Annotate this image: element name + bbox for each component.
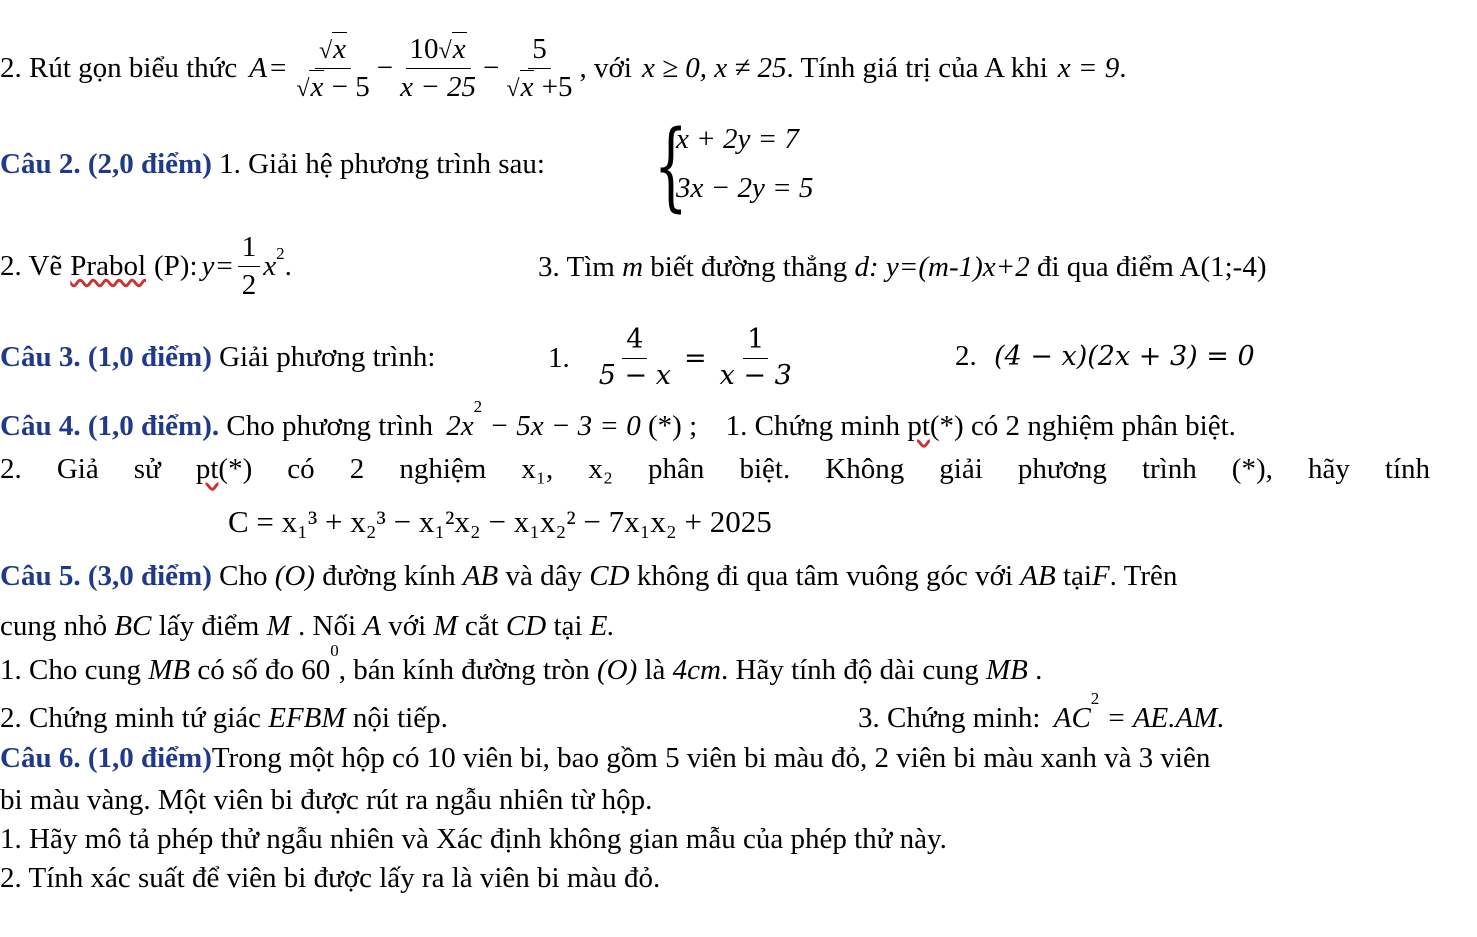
parabol-x: x xyxy=(263,249,277,282)
cau5-l2f: tại xyxy=(553,610,583,642)
cau5-l1d: không đi qua tâm vuông góc với xyxy=(636,560,1014,592)
cau4-line2a: 2. Giả sử xyxy=(0,453,161,485)
cau5-l4d: = AE.AM. xyxy=(1099,702,1225,734)
cau5-l3e: . Hãy tính độ dài cung xyxy=(721,654,979,686)
cau4-x1x2: x₁, x₂ xyxy=(521,453,613,485)
system-eq1: x + 2y = 7 xyxy=(676,123,799,155)
t1-num: x xyxy=(333,33,347,66)
cau3-eq2-expr: (4 − x)(2x + 3) = 0 xyxy=(994,341,1255,372)
q1-2-mid: , với xyxy=(579,51,632,84)
cau4-pt: pt xyxy=(907,410,930,442)
cau5-AB: AB xyxy=(462,560,499,592)
t2-num-coef: 10 xyxy=(409,33,439,66)
cau5-F: F xyxy=(1091,560,1110,592)
p3-m: m xyxy=(622,251,644,283)
parabol-line: 2. Vẽ Prabol (P): y = $\frac{1}{2}$ x $^2$ . xyxy=(0,231,292,301)
cau5-l1e: tại xyxy=(1062,560,1092,592)
q1-2-xval: x = 9 xyxy=(1057,51,1120,84)
cau2-line xyxy=(0,150,545,179)
cau5-MB: MB xyxy=(148,654,191,686)
fraction-term-1: $\frac{√x}{√x - 5}$ xyxy=(296,33,370,103)
parabol-eq: = xyxy=(216,249,233,282)
cau2-text: 1. Giải hệ phương trình sau: xyxy=(219,148,545,180)
cau4-line1 xyxy=(0,397,1236,442)
cau3-label: Câu 3. (1,0 điểm) xyxy=(0,341,212,373)
system-brace: { xyxy=(654,110,688,222)
cau6-l1: Trong một hộp có 10 viên bi, bao gồm 5 viên bi màu đỏ, 2 viên bi màu xanh và 3 viên xyxy=(211,742,1211,774)
cau4-text4: phân biệt. xyxy=(1121,410,1236,442)
cau5-l4a: 2. Chứng minh tứ giác xyxy=(0,702,261,734)
cau5-line4-right xyxy=(858,689,1225,734)
cau5-CD: CD xyxy=(589,560,630,592)
p2-text: 2. Vẽ xyxy=(0,249,63,282)
expr-eq: = xyxy=(269,51,287,84)
p3-d: d: xyxy=(854,251,879,283)
cau5-AC-sup: 2 xyxy=(1090,689,1100,709)
cau6-label: Câu 6. (1,0 điểm) xyxy=(0,742,212,774)
t1-den-tail: − 5 xyxy=(324,70,370,103)
parabol-half xyxy=(238,232,261,300)
half-den: 2 xyxy=(241,268,257,301)
cau3-text: Giải phương trình: xyxy=(219,341,436,373)
cau5-l1f: . Trên xyxy=(1109,560,1178,592)
line-d xyxy=(538,253,1267,282)
cau4-eq-sq: 2 xyxy=(473,397,483,417)
q1-2-line xyxy=(0,28,1126,108)
cau5-AC: AC xyxy=(1053,702,1091,734)
cau5-l4b: nội tiếp. xyxy=(352,702,448,734)
cau5-AB2: AB xyxy=(1020,560,1056,592)
cau3-line xyxy=(0,343,435,372)
cau5-l3f: . xyxy=(1035,654,1043,686)
cau5-l2e: cắt xyxy=(464,610,499,642)
cau5-O2: (O) xyxy=(596,654,638,686)
cau4-eq-b: − 5x − 3 = 0 xyxy=(482,410,641,442)
cau6-line4: 2. Tính xác suất để viên bi được lấy ra là viên bi màu đỏ. xyxy=(0,862,661,894)
cau6-line2: bi màu vàng. Một viên bi được rút ra ngẫu nhiên từ hộp. xyxy=(0,784,653,816)
t2-den: x − 25 xyxy=(400,70,477,103)
cau5-l2b: lấy điểm xyxy=(158,610,260,642)
cau5-EFBM: EFBM xyxy=(268,702,346,734)
cau5-MB2: MB xyxy=(985,654,1028,686)
parabol-y: y xyxy=(201,249,215,282)
cau2-label: Câu 2. (2,0 điểm) xyxy=(0,148,212,180)
cau5-BC: BC xyxy=(114,610,152,642)
q1-2-end: . xyxy=(1119,51,1127,84)
cau5-line3 xyxy=(0,641,1043,686)
cau4-text1: Cho phương trình xyxy=(226,410,434,442)
cau3-n1: 1. xyxy=(548,341,570,374)
cau5-l1a: Cho xyxy=(219,560,268,592)
cau5-l1b: đường kính xyxy=(322,560,456,592)
p3c-text: đi qua điểm A(1;-4) xyxy=(1036,251,1267,283)
parabol-dot: . xyxy=(284,249,292,282)
cau5-l3d: là xyxy=(644,654,666,686)
cau5-r: 4cm xyxy=(672,654,721,686)
p3b-text: biết đường thẳng xyxy=(650,251,848,283)
fraction-term-3: $\frac{5}{√x +5}$ xyxy=(506,33,573,103)
cau6-line1 xyxy=(0,744,1210,773)
cau3-eq: = xyxy=(683,342,707,374)
cau4-line2b: (*) có 2 nghiệm xyxy=(218,453,487,485)
fraction-term-2: $\frac{10√x}{x - 25}$ xyxy=(396,34,480,102)
prabol-word: Prabol xyxy=(70,249,147,282)
p3-line: y=(m-1)x+2 xyxy=(885,251,1030,283)
f2-den: x − 3 xyxy=(719,359,792,391)
cau3-frac2 xyxy=(716,326,796,390)
p3-text: 3. Tìm xyxy=(538,251,615,283)
cau3-eq2 xyxy=(955,342,1255,371)
cau5-M: M xyxy=(266,610,291,642)
cau5-M2: M xyxy=(433,610,458,642)
cau5-line4 xyxy=(0,704,448,733)
cau4-text3: (*) có 2 xyxy=(929,410,1021,442)
cau5-l4c: 3. Chứng minh: xyxy=(858,702,1041,734)
f1-num: 4 xyxy=(622,326,647,358)
cau5-l3a: 1. Cho cung xyxy=(0,654,141,686)
cau5-l2a: cung nhỏ xyxy=(0,610,108,642)
cau4-text2: 1. Chứng minh xyxy=(725,410,901,442)
t3-num: 5 xyxy=(528,34,551,68)
cau5-deg: 60 xyxy=(301,654,331,686)
cau5-deg-sup: 0 xyxy=(330,641,339,661)
cau5-l2c: . Nối xyxy=(298,610,357,642)
cau4-line2 xyxy=(0,455,1430,484)
cau4-pt2: pt xyxy=(195,453,219,485)
cau4-nghiem: nghiệm xyxy=(1027,410,1115,442)
cau5-line2 xyxy=(0,612,615,641)
cau5-E: E. xyxy=(589,610,615,642)
minus-1: − xyxy=(376,51,394,84)
cau6-line3: 1. Hãy mô tả phép thử ngẫu nhiên và Xác định không gian mẫu của phép thử này. xyxy=(0,823,947,855)
cau5-label: Câu 5. (3,0 điểm) xyxy=(0,560,212,592)
cau4-eq-c: (*) ; xyxy=(648,410,698,442)
cau5-l3b: có số đo xyxy=(197,654,295,686)
expr-A: A xyxy=(249,51,267,84)
cau5-A: A xyxy=(363,610,381,642)
p2b-text: (P): xyxy=(154,249,198,282)
t2-num: x xyxy=(452,33,466,66)
t3-den: x xyxy=(520,70,534,103)
cau4-label: Câu 4. (1,0 điểm). xyxy=(0,410,220,442)
half-num: 1 xyxy=(238,232,261,266)
q1-2-cond: x ≥ 0, x ≠ 25 xyxy=(641,51,787,84)
q1-2-intro: 2. Rút gọn biểu thức xyxy=(0,51,238,84)
f2-num: 1 xyxy=(743,326,768,358)
cau5-CD2: CD xyxy=(505,610,547,642)
cau5-O: (O) xyxy=(274,560,315,592)
cau5-l1c: và dây xyxy=(505,560,583,592)
cau4-C-expr: C = x₁³ + x₂³ − x₁²x₂ − x₁x₂² − 7x₁x₂ + 2025 xyxy=(228,504,772,539)
t3-den-tail: +5 xyxy=(534,70,573,103)
cau3-n2: 2. xyxy=(955,340,977,372)
t1-den: x xyxy=(310,70,324,103)
q1-2-tail: . Tính giá trị của A khi xyxy=(786,51,1048,84)
cau5-l2d: với xyxy=(388,610,427,642)
cau5-line1 xyxy=(0,562,1177,591)
cau4-line2c: phân biệt. Không giải phương trình (*), hãy tính xyxy=(648,453,1431,485)
cau5-l3c: , bán kính đường tròn xyxy=(338,654,590,686)
minus-2: − xyxy=(483,51,500,84)
cau3-eq1 xyxy=(548,318,799,398)
f1-den: 5 − x xyxy=(598,359,671,391)
system-eq2: 3x − 2y = 5 xyxy=(676,172,814,204)
cau3-frac1 xyxy=(595,326,675,390)
cau4-eq-a: 2x xyxy=(446,410,474,442)
